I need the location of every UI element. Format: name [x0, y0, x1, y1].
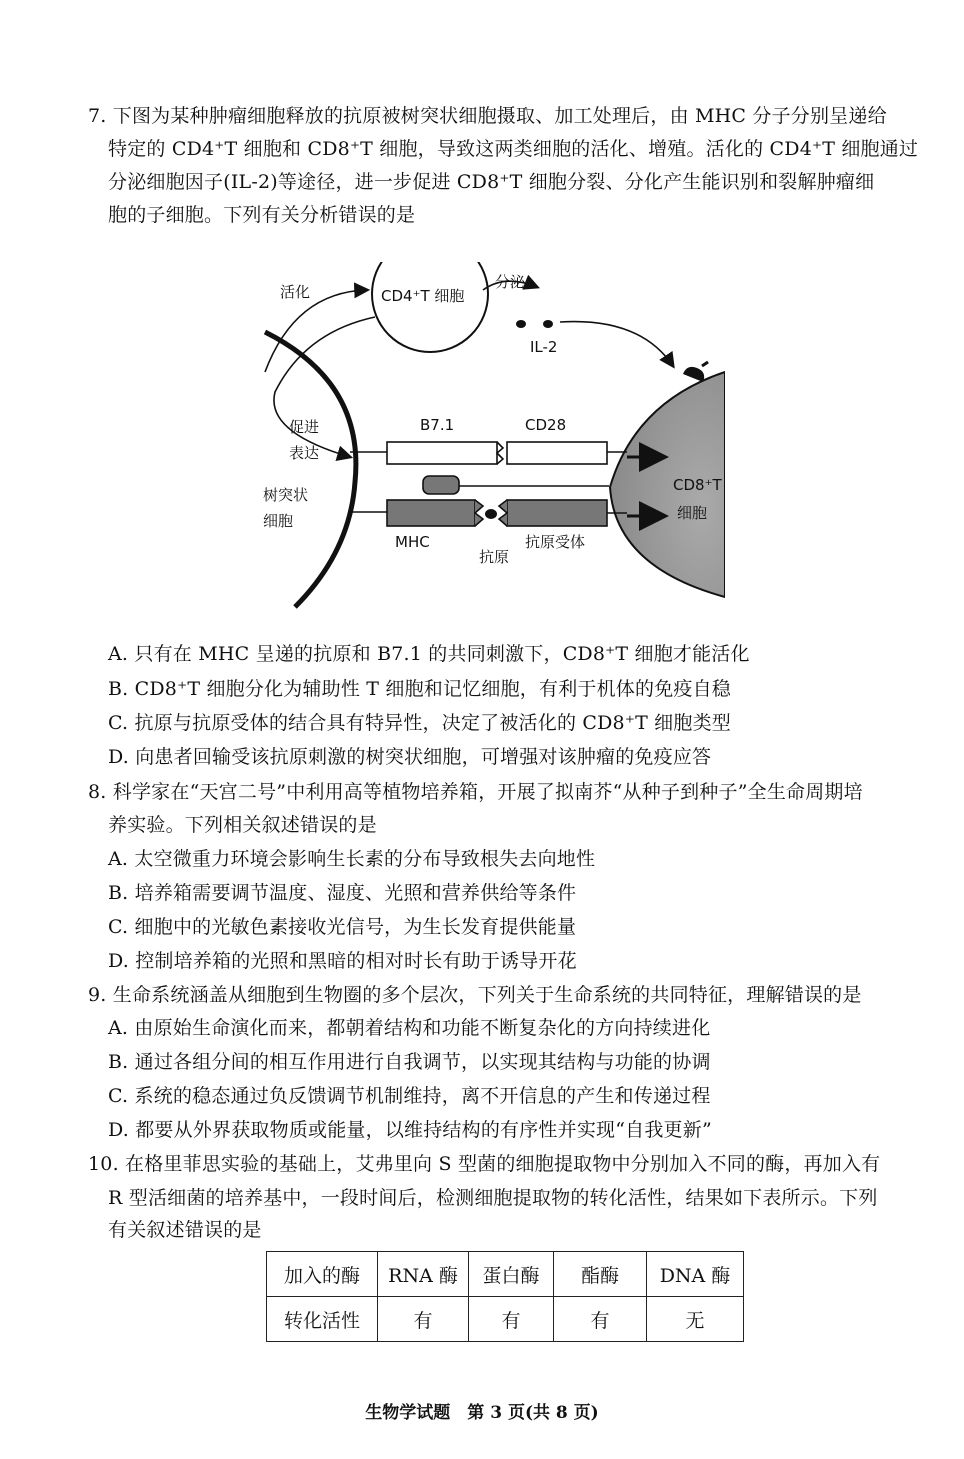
cd4-label: CD4⁺T 细胞 [381, 287, 465, 305]
small-molecule [423, 476, 459, 494]
table-cell: 有 [378, 1297, 469, 1342]
il2-receptor [683, 367, 704, 382]
q10-line-3: 有关叙述错误的是 [108, 1219, 262, 1241]
antigen-receptor-label: 抗原受体 [525, 533, 586, 551]
mhc-molecule [387, 500, 475, 526]
q8-line-1: 8. 科学家在“天宫二号”中利用高等植物培养箱，开展了拟南芥“从种子到种子”全生命周期培 [88, 781, 863, 803]
table-cell: 转化活性 [267, 1297, 378, 1342]
table-row [267, 1297, 744, 1342]
enzyme-table [266, 1251, 744, 1342]
secrete-label: 分泌 [495, 273, 526, 291]
activate-arrow [265, 290, 367, 372]
table-cell: 无 [647, 1297, 744, 1342]
promote-label: 促进 [289, 418, 320, 436]
table-cell: 加入的酶 [267, 1252, 378, 1297]
q7-line-2: 特定的 CD4⁺T 细胞和 CD8⁺T 细胞，导致这两类细胞的活化、增殖。活化的 CD4⁺T 细胞通过 [108, 138, 919, 160]
immune-diagram-svg [255, 262, 725, 610]
dendritic-label-2: 细胞 [263, 512, 294, 530]
promote-arrow [274, 317, 375, 457]
activate-label: 活化 [280, 283, 311, 301]
mhc-label: MHC [395, 533, 430, 551]
q7-line-1: 7. 下图为某种肿瘤细胞释放的抗原被树突状细胞摄取、加工处理后，由 MHC 分子分别呈递给 [88, 105, 887, 127]
q8-line-2: 养实验。下列相关叙述错误的是 [108, 814, 377, 836]
il2-molecule [516, 320, 526, 328]
immune-diagram [255, 262, 725, 610]
q7-line-4: 胞的子细胞。下列有关分析错误的是 [108, 204, 416, 226]
q10-line-2: R 型活细菌的培养基中，一段时间后，检测细胞提取物的转化活性，结果如下表所示。下列 [108, 1187, 878, 1209]
q10-line-1: 10. 在格里菲思实验的基础上，艾弗里向 S 型菌的细胞提取物中分别加入不同的酶，再加入有 [88, 1153, 881, 1175]
cd4-t-cell [372, 262, 488, 352]
cd28-molecule [507, 442, 607, 464]
q9-option-a: A. 由原始生命演化而来，都朝着结构和功能不断复杂化的方向持续进化 [108, 1017, 711, 1039]
antigen-dot [485, 509, 497, 519]
cd8-label-1: CD8⁺T [673, 476, 722, 494]
express-label: 表达 [289, 444, 320, 462]
dendritic-label-1: 树突状 [263, 486, 309, 504]
table-cell: 有 [469, 1297, 554, 1342]
q9-option-d: D. 都要从外界获取物质或能量，以维持结构的有序性并实现“自我更新” [108, 1119, 712, 1141]
antigen-label: 抗原 [479, 548, 510, 566]
q9-option-b: B. 通过各组分间的相互作用进行自我调节，以实现其结构与功能的协调 [108, 1051, 711, 1073]
q9-line-1: 9. 生命系统涵盖从细胞到生物圈的多个层次，下列关于生命系统的共同特征，理解错误的是 [88, 984, 862, 1006]
antigen-receptor [507, 500, 607, 526]
q7-option-d: D. 向患者回输受该抗原刺激的树突状细胞，可增强对该肿瘤的免疫应答 [108, 746, 712, 768]
cd28-label: CD28 [525, 416, 567, 434]
il2-arrow [560, 322, 673, 366]
q7-option-c: C. 抗原与抗原受体的结合具有特异性，决定了被活化的 CD8⁺T 细胞类型 [108, 712, 731, 734]
cd8-label-2: 细胞 [677, 504, 708, 522]
q8-option-b: B. 培养箱需要调节温度、湿度、光照和营养供给等条件 [108, 882, 577, 904]
q7-line-3: 分泌细胞因子(IL-2)等途径，进一步促进 CD8⁺T 细胞分裂、分化产生能识别和裂解肿瘤细 [108, 171, 875, 193]
q8-option-d: D. 控制培养箱的光照和黑暗的相对时长有助于诱导开花 [108, 950, 577, 972]
q7-option-a: A. 只有在 MHC 呈递的抗原和 B7.1 的共同刺激下，CD8⁺T 细胞才能活化 [108, 643, 750, 665]
table-row [267, 1252, 744, 1297]
table-cell: 蛋白酶 [469, 1252, 554, 1297]
page-footer: 生物学试题 第 3 页(共 8 页) [365, 1403, 599, 1423]
table-cell: 酯酶 [554, 1252, 647, 1297]
dendritic-cell-membrane [265, 332, 356, 607]
table-cell: DNA 酶 [647, 1252, 744, 1297]
b71-molecule [387, 442, 497, 464]
table-cell: 有 [554, 1297, 647, 1342]
il2-label: IL-2 [530, 338, 558, 356]
q8-option-c: C. 细胞中的光敏色素接收光信号，为生长发育提供能量 [108, 916, 577, 938]
b71-label: B7.1 [420, 416, 455, 434]
q9-option-c: C. 系统的稳态通过负反馈调节机制维持，离不开信息的产生和传递过程 [108, 1085, 711, 1107]
il2-molecule [543, 320, 553, 328]
table-cell: RNA 酶 [378, 1252, 469, 1297]
q7-option-b: B. CD8⁺T 细胞分化为辅助性 T 细胞和记忆细胞，有利于机体的免疫自稳 [108, 678, 731, 700]
q8-option-a: A. 太空微重力环境会影响生长素的分布导致根失去向地性 [108, 848, 596, 870]
